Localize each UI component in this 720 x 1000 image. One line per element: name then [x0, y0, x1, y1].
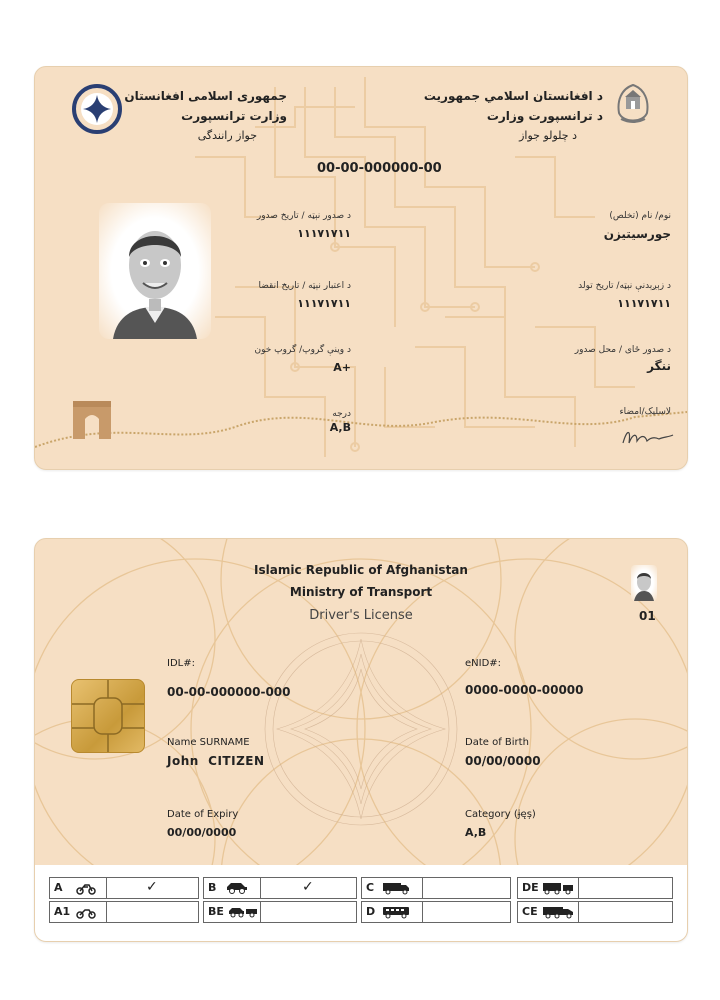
expiry-value-en: 00/00/0000: [167, 826, 237, 839]
category-cell-b: [203, 877, 357, 899]
category-cell-be: [203, 901, 357, 923]
car-trailer-icon: [228, 905, 258, 922]
right-header-line3: د چلولو جواز: [519, 129, 577, 142]
signature-mark: [619, 425, 675, 449]
bus-icon: [382, 905, 410, 922]
cell-divider: [260, 878, 261, 898]
enid-label: eNID#:: [465, 658, 502, 669]
enid-value: 0000-0000-00000: [465, 683, 584, 697]
holder-photo-small: [631, 565, 657, 601]
back-title-license: Driver's License: [309, 608, 413, 623]
expiry-date-label: د اعتبار نېټه / تاریخ انقضا: [258, 281, 351, 291]
small-motorcycle-icon: [76, 905, 96, 922]
category-cell-ce: [517, 901, 673, 923]
truck-icon: [382, 881, 410, 898]
category-check: ✓: [302, 879, 314, 895]
national-emblem: [613, 81, 653, 127]
left-header-line3: جواز رانندگی: [197, 129, 257, 142]
category-code: A: [54, 881, 63, 894]
back-title-ministry: Ministry of Transport: [289, 585, 433, 599]
category-code: B: [208, 881, 217, 894]
expiry-label-en: Date of Expiry: [167, 809, 239, 820]
smart-chip: [71, 679, 145, 753]
category-cell-d: [361, 901, 511, 923]
category-cell-c: [361, 877, 511, 899]
category-cell-de: [517, 877, 673, 899]
category-cell-a: [49, 877, 199, 899]
cell-divider: [106, 878, 107, 898]
left-header-line1: جمهوری اسلامی افغانستان: [124, 89, 287, 103]
car-icon: [226, 881, 248, 898]
category-code: D: [366, 905, 376, 918]
left-header-line2: وزارت ترانسپورت: [181, 109, 287, 123]
category-value: A,B: [465, 826, 487, 839]
category-cell-a1: [49, 901, 199, 923]
grade-label: درجه: [332, 409, 351, 419]
name-value: جورسیتیزن: [603, 227, 671, 241]
category-code: BE: [208, 905, 224, 918]
blood-group-label: د وینې گروپ/ گروپ خون: [254, 345, 351, 355]
back-title-country: Islamic Republic of Afghanistan: [254, 563, 468, 577]
category-table: [35, 865, 687, 941]
name-label-en: Name SURNAME: [167, 737, 250, 748]
license-number: 00-00-000000-00: [317, 161, 442, 176]
issue-date-label: د صدور نېټه / تاریخ صدور: [256, 211, 351, 221]
arch-gate-icon: [71, 397, 113, 439]
birth-date-label: د زېږېدنې نېټه/ تاریخ تولد: [578, 281, 671, 291]
cell-divider: [260, 902, 261, 922]
cell-divider: [422, 902, 423, 922]
bus-trailer-icon: [542, 881, 574, 898]
place-of-issue-label: د صدور ځای / محل صدور: [574, 345, 671, 355]
signature-label: لاسلیک/امضاء: [619, 407, 671, 417]
motorcycle-icon: [76, 881, 96, 898]
category-code: C: [366, 881, 375, 894]
blood-group-value: A+: [333, 361, 351, 374]
dob-label: Date of Birth: [465, 737, 529, 748]
category-label: Category (ɉęș): [465, 809, 536, 820]
ministry-logo: [71, 83, 123, 135]
expiry-date-value: ۱۱۱۷۱۷۱۱: [297, 297, 351, 310]
category-check: ✓: [146, 879, 158, 895]
holder-photo: [99, 203, 211, 339]
cell-divider: [106, 902, 107, 922]
cell-divider: [578, 902, 579, 922]
name-label: نوم/ نام (تخلص): [609, 211, 671, 221]
right-header-line2: د ترانسپورت وزارت: [486, 109, 603, 123]
license-back: [34, 538, 688, 942]
birth-date-value: ۱۱۱۷۱۷۱۱: [617, 297, 671, 310]
license-front: [34, 66, 688, 470]
idl-label: IDL#:: [167, 658, 195, 669]
category-code: CE: [522, 905, 538, 918]
cell-divider: [422, 878, 423, 898]
category-code: A1: [54, 905, 71, 918]
issue-date-value: ۱۱۱۷۱۷۱۱: [297, 227, 351, 240]
place-of-issue-value: ننگر: [647, 359, 671, 373]
dob-value: 00/00/0000: [465, 754, 541, 768]
idl-value: 00-00-000000-000: [167, 685, 291, 699]
truck-trailer-icon: [542, 905, 574, 922]
name-value-en: John CITIZEN: [167, 754, 265, 768]
cell-divider: [578, 878, 579, 898]
right-header-line1: د افغانستان اسلامي جمهوریت: [423, 89, 603, 103]
grade-value: A,B: [329, 421, 351, 434]
photo-number: 01: [639, 609, 656, 623]
category-code: DE: [522, 881, 539, 894]
